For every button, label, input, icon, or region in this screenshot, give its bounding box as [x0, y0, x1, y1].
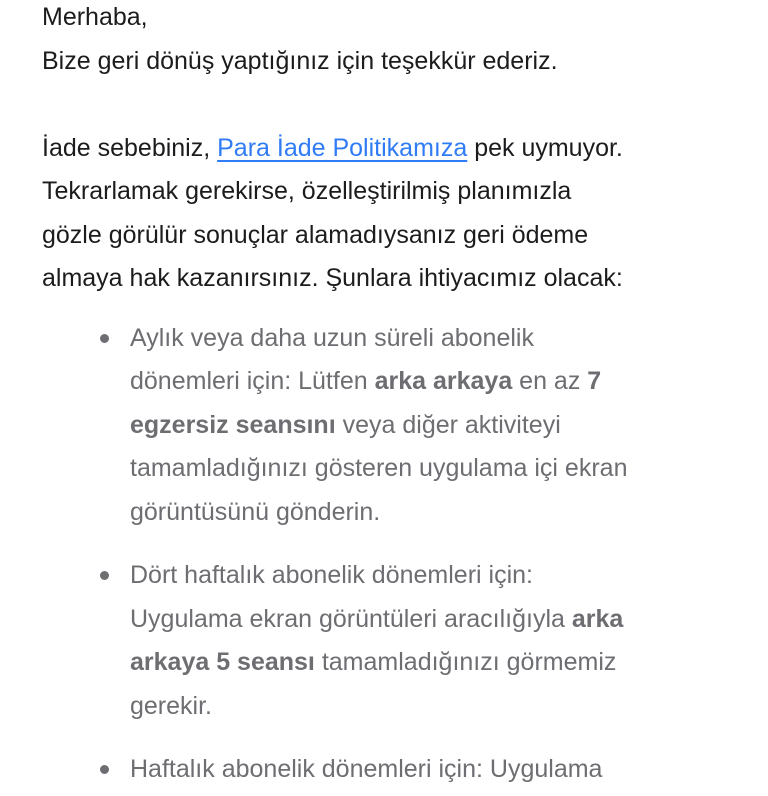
item-line: Aylık veya daha uzun süreli abonelik — [130, 323, 534, 352]
paragraph-spacer — [42, 83, 768, 127]
list-item — [42, 748, 768, 792]
greeting-line: Merhaba, — [42, 3, 148, 31]
paragraph-after-link: pek uymuyor. — [467, 133, 623, 162]
conditions-list — [42, 317, 768, 792]
paragraph-line-4: almaya hak kazanırsınız. Şunlara ihtiyacımız olacak: — [42, 264, 623, 292]
bullet-icon — [100, 334, 109, 343]
bullet-icon — [100, 571, 109, 580]
bullet-icon — [100, 765, 109, 774]
item-text: dönemleri için: Lütfen — [130, 367, 375, 395]
refund-policy-paragraph — [42, 127, 768, 301]
item-bold-text: 7 — [587, 367, 602, 395]
item-text: tamamladığınızı görmemiz — [314, 648, 617, 676]
item-line: Dört haftalık abonelik dönemleri için: — [130, 561, 533, 589]
paragraph-line-3: gözle görülür sonuçlar alamadıysanız geri ödeme — [42, 220, 589, 249]
list-item — [42, 554, 768, 728]
item-bold-text: arka arkaya — [374, 367, 513, 395]
item-line — [130, 598, 768, 642]
item-bold-text: arkaya 5 seansı — [130, 648, 315, 676]
item-line — [130, 360, 768, 404]
item-bold-text: egzersiz seansını — [130, 410, 336, 439]
item-text: veya diğer aktiviteyi — [335, 410, 561, 439]
item-text: en az — [512, 367, 588, 395]
refund-policy-link[interactable]: Para İade Politikamıza — [217, 133, 468, 162]
paragraph-lead: İade sebebiniz, — [42, 133, 218, 162]
thanks-line: Bize geri dönüş yaptığınız için teşekkür ederiz. — [42, 46, 558, 75]
item-line — [130, 404, 768, 448]
greeting-text — [42, 0, 768, 83]
paragraph-line-2: Tekrarlamak gerekirse, özelleştirilmiş planımızla — [42, 177, 572, 205]
item-line — [130, 641, 768, 685]
item-line: Haftalık abonelik dönemleri için: Uygulama — [130, 755, 603, 783]
item-bold-text: arka — [571, 604, 624, 633]
item-line: tamamladığınızı gösteren uygulama içi ekran — [130, 454, 628, 482]
list-item — [42, 317, 768, 535]
paragraph-line-1 — [42, 127, 768, 171]
item-line: görüntüsünü gönderin. — [130, 497, 381, 526]
item-line: gerekir. — [130, 691, 212, 720]
item-text: Uygulama ekran görüntüleri aracılığıyla — [130, 604, 572, 633]
